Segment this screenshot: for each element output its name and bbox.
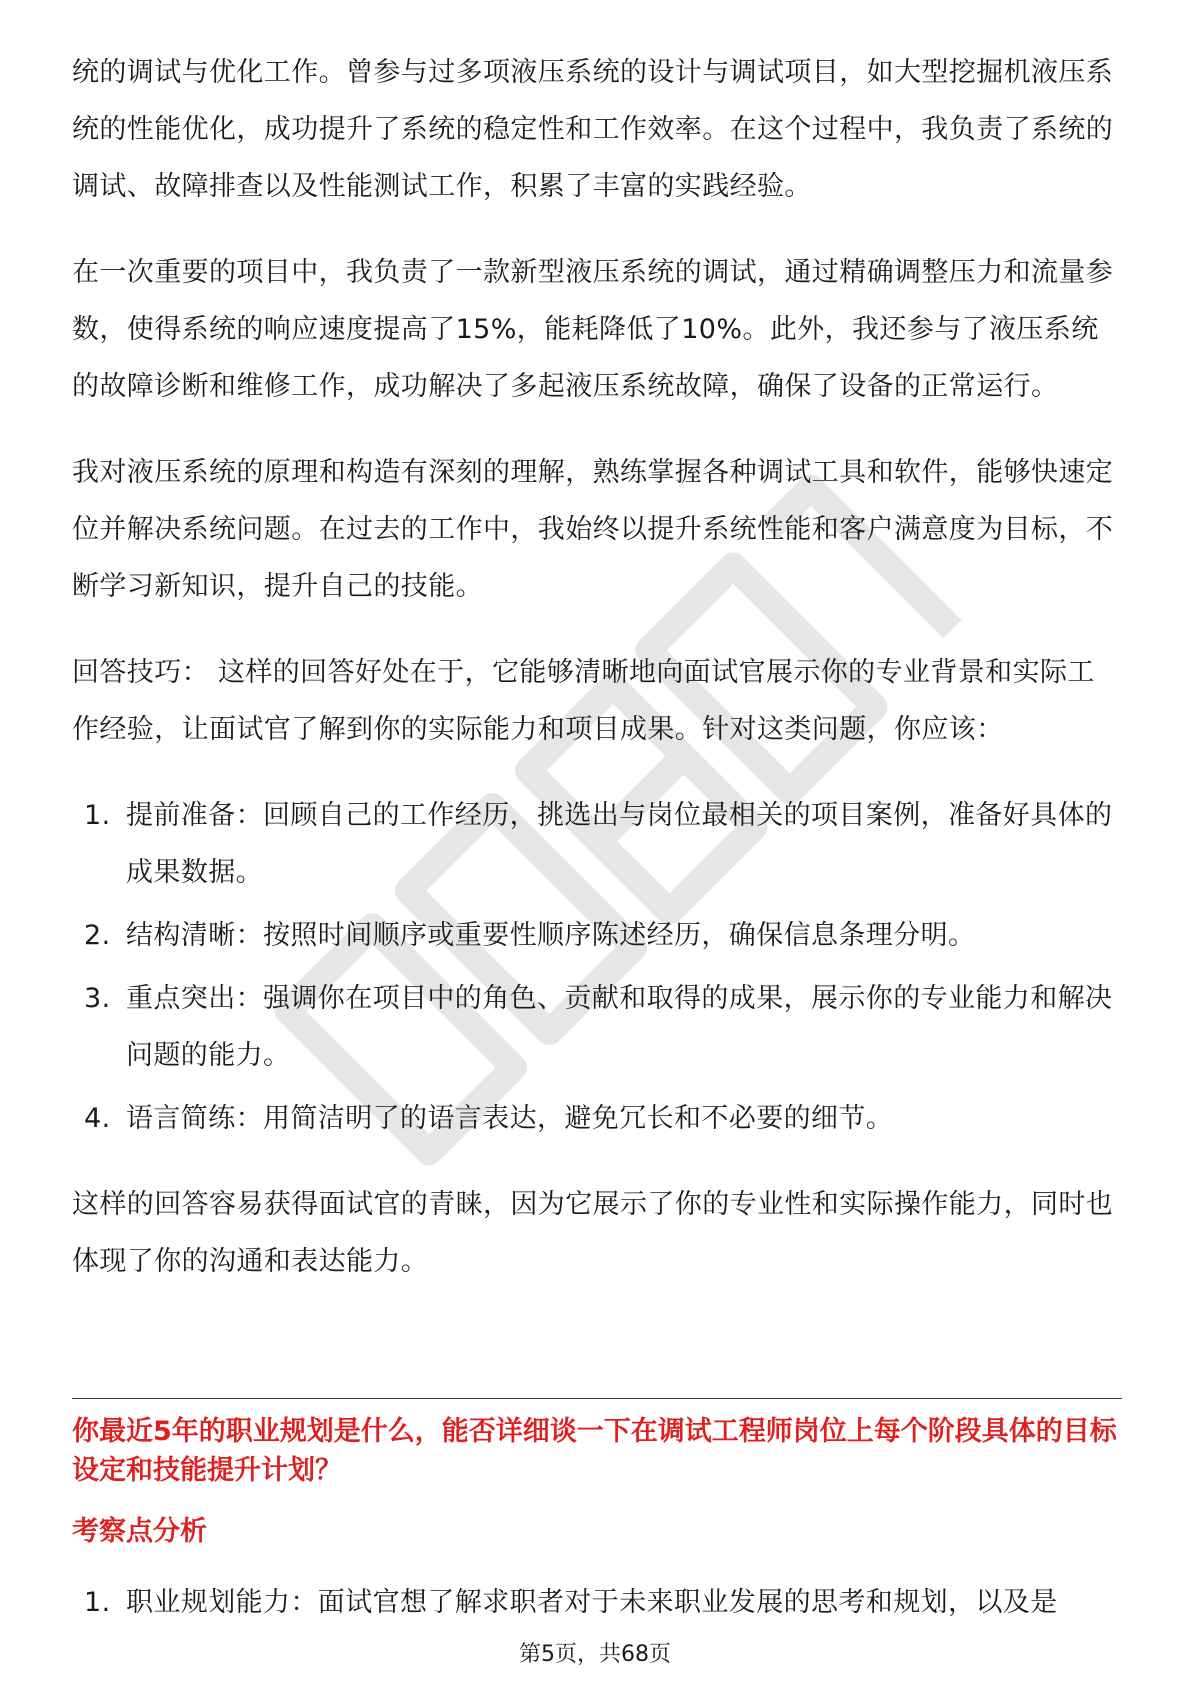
list-item-text: 重点突出：强调你在项目中的角色、贡献和取得的成果，展示你的专业能力和解决问题的能力。 — [126, 983, 1113, 1071]
question-heading: 你最近5年的职业规划是什么，能否详细谈一下在调试工程师岗位上每个阶段具体的目标设定和技能提升计划？ — [72, 1416, 1117, 1486]
list-item — [72, 1090, 1122, 1147]
list-item-text: 提前准备：回顾自己的工作经历，挑选出与岗位最相关的项目案例，准备好具体的成果数据。 — [126, 800, 1113, 888]
paragraph-experience: 统的调试与优化工作。曾参与过多项液压系统的设计与调试项目，如大型挖掘机液压系统的性能优化，成功提升了系统的稳定性和工作效率。在这个过程中，我负责了系统的调试、故障排查以及性能测试工作，积累了丰富的实践经验。 — [72, 57, 1114, 202]
list-item-text: 职业规划能力：面试官想了解求职者对于未来职业发展的思考和规划，以及是 — [126, 1587, 1058, 1618]
list-item — [72, 970, 1122, 1084]
list-item — [72, 907, 1122, 964]
section-divider — [72, 1398, 1122, 1399]
list-item-number: 2. — [84, 920, 111, 951]
list-item-number: 1. — [84, 800, 111, 831]
list-item — [72, 787, 1122, 901]
page-footer: 第5页，共68页 — [519, 1642, 671, 1667]
paragraph-project: 在一次重要的项目中，我负责了一款新型液压系统的调试，通过精确调整压力和流量参数，使得系统的响应速度提高了15%，能耗降低了10%。此外，我还参与了液压系统的故障诊断和维修工作，成功解决了多起液压系统故障，确保了设备的正常运行。 — [72, 257, 1114, 402]
list-item-text: 结构清晰：按照时间顺序或重要性顺序陈述经历，确保信息条理分明。 — [126, 920, 976, 951]
paragraph-answer-tips: 回答技巧： 这样的回答好处在于，它能够清晰地向面试官展示你的专业背景和实际工作经验，让面试官了解到你的实际能力和项目成果。针对这类问题，你应该： — [72, 657, 1095, 745]
list-item-number: 1. — [84, 1587, 111, 1618]
list-item-number: 4. — [84, 1103, 111, 1134]
paragraph-closing: 这样的回答容易获得面试官的青睐，因为它展示了你的专业性和实际操作能力，同时也体现了你的沟通和表达能力。 — [72, 1189, 1114, 1277]
list-item-text: 语言简练：用简洁明了的语言表达，避免冗长和不必要的细节。 — [126, 1103, 894, 1134]
list-item-number: 3. — [84, 983, 111, 1014]
paragraph-skills: 我对液压系统的原理和构造有深刻的理解，熟练掌握各种调试工具和软件，能够快速定位并解决系统问题。在过去的工作中，我始终以提升系统性能和客户满意度为目标，不断学习新知识，提升自己的技能。 — [72, 457, 1114, 602]
analysis-list — [72, 1583, 1122, 1623]
tips-list — [72, 787, 1122, 1147]
main-content — [72, 44, 1122, 1319]
section-title: 考察点分析 — [72, 1516, 207, 1547]
list-item — [72, 1583, 1122, 1623]
